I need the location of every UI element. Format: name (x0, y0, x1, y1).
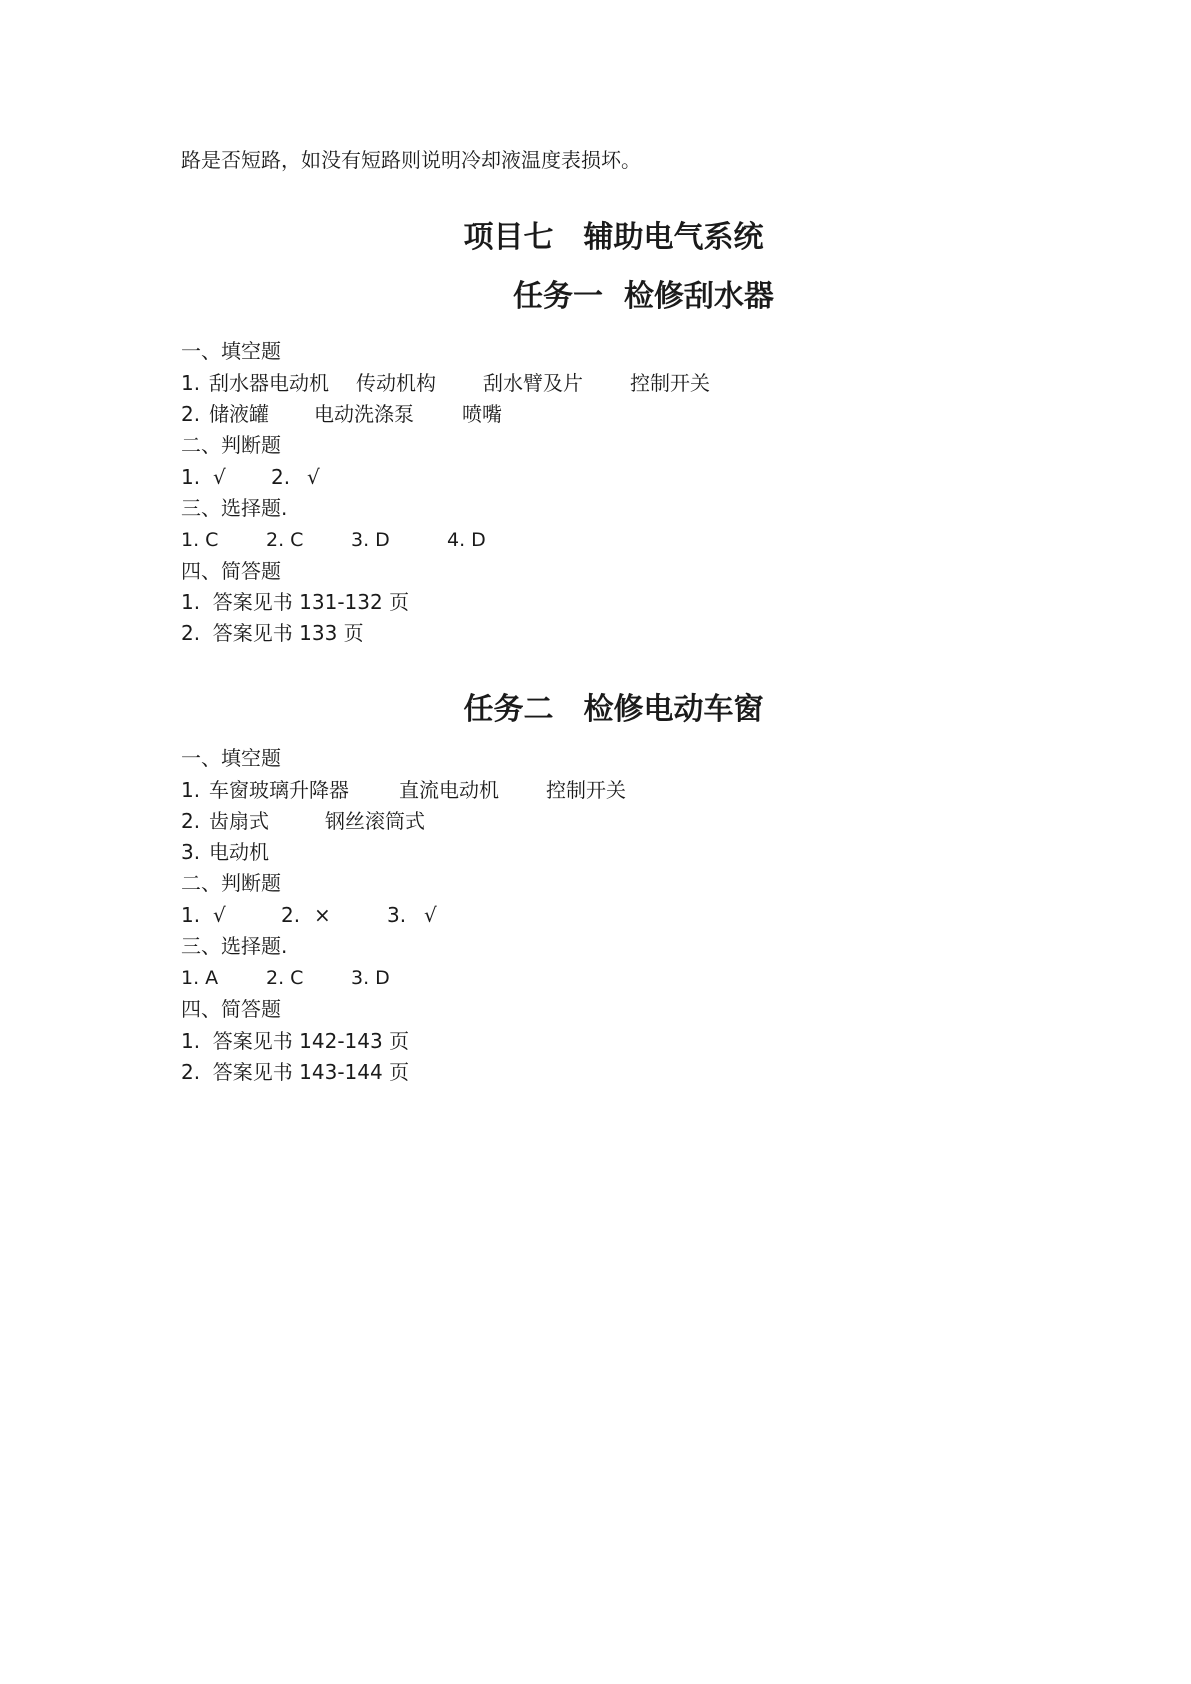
choice-answer: 2. C (266, 967, 304, 989)
task1-short-heading: 四、简答题 (181, 559, 281, 583)
answer-text: 齿扇式 (209, 809, 269, 833)
answer-text: 储液罐 (209, 402, 269, 426)
answer-text: 刮水臂及片 (483, 371, 583, 395)
check-mark: √ (213, 465, 226, 489)
answer-text: 控制开关 (630, 371, 710, 395)
task2-short-answer-1: 1. 答案见书 142-143 页 (181, 1029, 410, 1053)
check-mark: √ (307, 465, 320, 489)
check-mark: √ (424, 903, 437, 927)
item-number: 2. (181, 809, 201, 833)
choice-answer: 4. D (447, 529, 486, 551)
task1-title: 任务一 检修刮水器 (513, 279, 774, 314)
item-number: 2. (281, 903, 301, 927)
continuation-text: 路是否短路，如没有短路则说明冷却液温度表损坏。 (181, 148, 641, 172)
answer-text: 直流电动机 (399, 778, 499, 802)
choice-answer: 1. A (181, 967, 219, 989)
project-title: 项目七 辅助电气系统 (463, 220, 764, 255)
item-number: 3. (181, 840, 201, 864)
item-number: 1. (181, 778, 201, 802)
task1-short-answer-1: 1. 答案见书 131-132 页 (181, 590, 410, 614)
answer-text: 车窗玻璃升降器 (209, 778, 349, 802)
check-mark: √ (213, 903, 226, 927)
choice-answer: 3. D (351, 967, 390, 989)
task2-choice-heading: 三、选择题. (181, 934, 288, 958)
choice-answer: 2. C (266, 529, 304, 551)
answer-text: 电动机 (209, 840, 269, 864)
choice-answer: 3. D (351, 529, 390, 551)
answer-text: 喷嘴 (462, 402, 502, 426)
item-number: 1. (181, 371, 201, 395)
answer-text: 刮水器电动机 (209, 371, 329, 395)
choice-answer: 1. C (181, 529, 219, 551)
task2-short-answer-2: 2. 答案见书 143-144 页 (181, 1060, 410, 1084)
answer-text: 钢丝滚筒式 (325, 809, 425, 833)
task1-judge-heading: 二、判断题 (181, 433, 281, 457)
cross-mark: × (314, 903, 331, 927)
answer-text: 电动洗涤泵 (314, 402, 414, 426)
item-number: 1. (181, 903, 201, 927)
task1-choice-heading: 三、选择题. (181, 496, 288, 520)
task2-judge-heading: 二、判断题 (181, 871, 281, 895)
answer-text: 控制开关 (546, 778, 626, 802)
item-number: 1. (181, 465, 201, 489)
task2-short-heading: 四、简答题 (181, 997, 281, 1021)
answer-text: 传动机构 (356, 371, 436, 395)
item-number: 2. (181, 402, 201, 426)
task1-short-answer-2: 2. 答案见书 133 页 (181, 621, 364, 645)
task1-fill-heading: 一、填空题 (181, 339, 281, 363)
task2-fill-heading: 一、填空题 (181, 746, 281, 770)
item-number: 2. (271, 465, 291, 489)
item-number: 3. (387, 903, 407, 927)
task2-title: 任务二 检修电动车窗 (463, 692, 764, 727)
